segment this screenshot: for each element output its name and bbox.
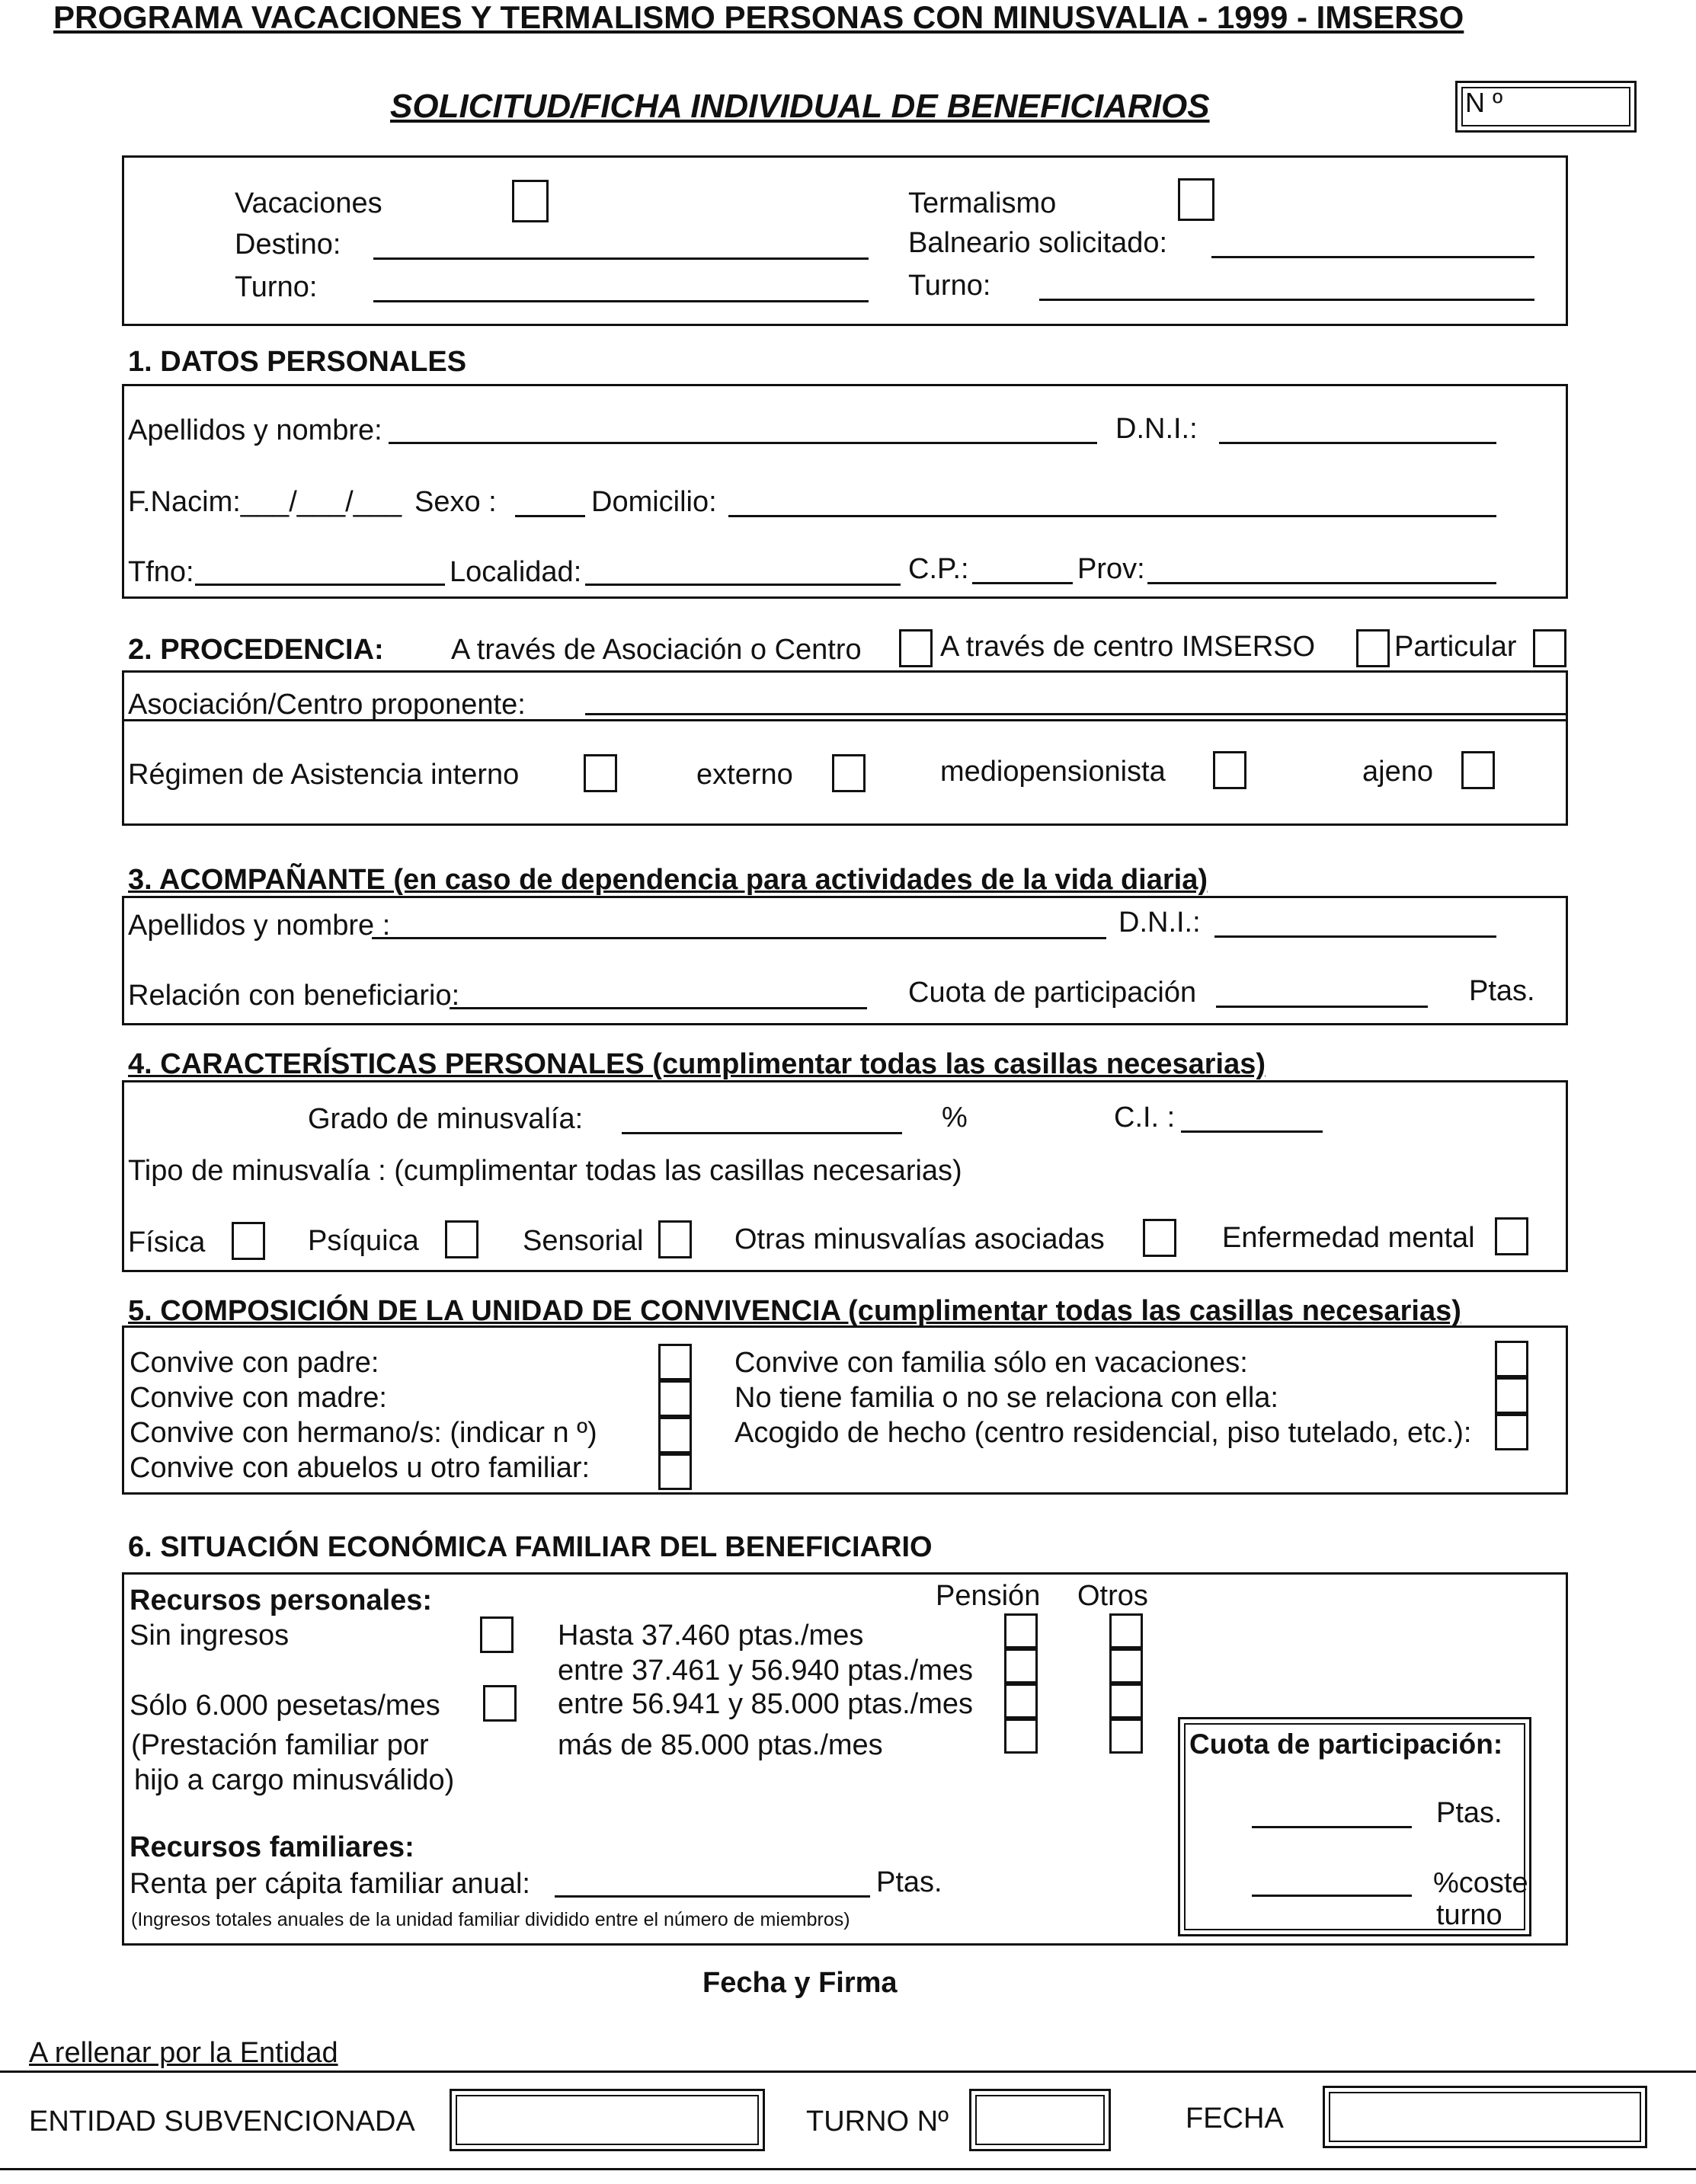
sensorial-label: Sensorial: [523, 1225, 644, 1257]
prov-label: Prov:: [1077, 553, 1145, 585]
regimen-externo-label: externo: [696, 759, 793, 791]
sin-ingresos-checkbox[interactable]: [480, 1616, 514, 1653]
recursos-personales-label: Recursos personales:: [130, 1584, 433, 1616]
cp-field[interactable]: [972, 582, 1073, 584]
entidad-label: ENTIDAD SUBVENCIONADA: [29, 2106, 415, 2138]
regimen-interno-checkbox[interactable]: [584, 754, 617, 792]
pension-range-1-checkbox[interactable]: [1004, 1613, 1038, 1648]
sin-ingresos-label: Sin ingresos: [130, 1620, 290, 1652]
form-title: PROGRAMA VACACIONES Y TERMALISMO PERSONAS CON MINUSVALIA - 1999 - IMSERSO: [53, 0, 1464, 35]
renta-label: Renta per cápita familiar anual:: [130, 1868, 530, 1900]
footer-top-rule: [0, 2070, 1696, 2073]
convive-abuelos-checkbox[interactable]: [658, 1453, 692, 1490]
acogido-checkbox[interactable]: [1495, 1414, 1528, 1450]
fecha-field[interactable]: [1323, 2086, 1647, 2148]
psiquica-checkbox[interactable]: [445, 1220, 478, 1258]
cuota-acompanante-label: Cuota de participación: [908, 977, 1197, 1009]
section6-heading: 6. SITUACIÓN ECONÓMICA FAMILIAR DEL BENEFICIARIO: [128, 1531, 933, 1563]
regimen-label: Régimen de Asistencia interno: [128, 759, 520, 791]
relacion-label: Relación con beneficiario:: [128, 980, 460, 1012]
acompanante-apellidos-label: Apellidos y nombre :: [128, 910, 391, 942]
entidad-field[interactable]: [450, 2089, 765, 2151]
familia-vacaciones-checkbox[interactable]: [1495, 1341, 1528, 1377]
number-label: N º: [1465, 87, 1503, 118]
asociacion-field[interactable]: [585, 713, 1568, 715]
apellidos-field[interactable]: [389, 442, 1097, 444]
termalismo-label: Termalismo: [908, 187, 1057, 219]
fnacim-label[interactable]: F.Nacim:___/___/___: [128, 486, 402, 518]
vacaciones-label: Vacaciones: [235, 187, 382, 219]
cuota-title: Cuota de participación:: [1189, 1728, 1503, 1760]
balneario-label: Balneario solicitado:: [908, 227, 1168, 259]
procedencia-particular-label: Particular: [1394, 631, 1517, 663]
regimen-ajeno-label: ajeno: [1362, 756, 1433, 788]
regimen-externo-checkbox[interactable]: [832, 754, 866, 792]
ci-field[interactable]: [1181, 1130, 1323, 1133]
procedencia-imserso-checkbox[interactable]: [1356, 629, 1390, 667]
convive-abuelos-label: Convive con abuelos u otro familiar:: [130, 1452, 590, 1484]
enfermedad-label: Enfermedad mental: [1222, 1222, 1475, 1254]
convive-madre-checkbox[interactable]: [658, 1380, 692, 1417]
range-4-label: más de 85.000 ptas./mes: [558, 1729, 883, 1761]
enfermedad-checkbox[interactable]: [1495, 1217, 1528, 1255]
localidad-field[interactable]: [585, 584, 901, 586]
turno-left-label: Turno:: [235, 271, 318, 303]
domicilio-label: Domicilio:: [591, 486, 717, 518]
section2-heading: 2. PROCEDENCIA:: [128, 634, 384, 666]
number-field[interactable]: [1455, 81, 1637, 133]
ci-label: C.I. :: [1114, 1102, 1176, 1134]
acompanante-apellidos-field[interactable]: [372, 937, 1106, 939]
grado-percent: %: [942, 1102, 968, 1134]
otras-label: Otras minusvalías asociadas: [734, 1223, 1105, 1255]
range-1-label: Hasta 37.460 ptas./mes: [558, 1620, 864, 1652]
pension-range-4-checkbox[interactable]: [1004, 1719, 1038, 1754]
footer-bottom-rule: [0, 2168, 1696, 2170]
section3-heading: 3. ACOMPAÑANTE (en caso de dependencia para actividades de la vida diaria): [128, 864, 1208, 896]
renta-note: (Ingresos totales anuales de la unidad familiar dividido entre el número de miembros): [131, 1909, 850, 1930]
procedencia-particular-checkbox[interactable]: [1533, 629, 1566, 667]
apellidos-label: Apellidos y nombre:: [128, 414, 382, 446]
cp-label: C.P.:: [908, 553, 969, 585]
cuota-acompanante-field[interactable]: [1216, 1006, 1428, 1008]
dni-field[interactable]: [1219, 442, 1496, 444]
procedencia-imserso-label: A través de centro IMSERSO: [940, 631, 1316, 663]
otros-header: Otros: [1077, 1580, 1148, 1612]
psiquica-label: Psíquica: [308, 1225, 419, 1257]
fisica-label: Física: [128, 1226, 206, 1258]
asociacion-label: Asociación/Centro proponente:: [128, 689, 526, 721]
termalismo-checkbox[interactable]: [1178, 178, 1214, 221]
dni-label: D.N.I.:: [1115, 413, 1198, 445]
cuota-ptas-label: Ptas.: [1436, 1797, 1502, 1829]
cuota-ptas-field[interactable]: [1252, 1826, 1412, 1828]
tipo-label: Tipo de minusvalía : (cumplimentar todas las casillas necesarias): [128, 1155, 962, 1187]
turno-label: TURNO Nº: [806, 2106, 949, 2138]
solo-label: Sólo 6.000 pesetas/mes: [130, 1690, 440, 1722]
fecha-label: FECHA: [1186, 2102, 1284, 2134]
cuota-participacion-box: [1178, 1717, 1531, 1936]
regimen-ajeno-checkbox[interactable]: [1461, 751, 1495, 789]
sexo-label: Sexo :: [414, 486, 497, 518]
range-3-label: entre 56.941 y 85.000 ptas./mes: [558, 1688, 974, 1720]
cuota-coste-label: %coste: [1433, 1867, 1528, 1899]
familia-vacaciones-label: Convive con familia sólo en vacaciones:: [734, 1347, 1248, 1379]
tfno-field[interactable]: [195, 584, 445, 586]
grado-field[interactable]: [622, 1132, 902, 1134]
sensorial-checkbox[interactable]: [658, 1220, 692, 1258]
fisica-checkbox[interactable]: [232, 1222, 265, 1260]
convive-hermano-checkbox[interactable]: [658, 1417, 692, 1453]
no-familia-label: No tiene familia o no se relaciona con ella:: [734, 1382, 1278, 1414]
destino-label: Destino:: [235, 229, 341, 261]
cuota-turno-label: turno: [1436, 1899, 1502, 1931]
convive-padre-checkbox[interactable]: [658, 1344, 692, 1380]
no-familia-checkbox[interactable]: [1495, 1377, 1528, 1414]
turno-right-label: Turno:: [908, 270, 991, 302]
form-subtitle: SOLICITUD/FICHA INDIVIDUAL DE BENEFICIARIOS: [390, 88, 1210, 125]
grado-label: Grado de minusvalía:: [308, 1103, 584, 1135]
relacion-field[interactable]: [450, 1007, 867, 1009]
pension-header: Pensión: [936, 1580, 1041, 1612]
rellenar-label: A rellenar por la Entidad: [29, 2037, 338, 2069]
turno-field[interactable]: [969, 2089, 1111, 2151]
fecha-firma-label: Fecha y Firma: [702, 1967, 898, 1999]
vacaciones-checkbox[interactable]: [512, 180, 549, 222]
domicilio-field[interactable]: [728, 515, 1496, 517]
prestacion-label-1: (Prestación familiar por: [131, 1729, 429, 1761]
regimen-medio-label: mediopensionista: [940, 756, 1166, 788]
pension-range-3-checkbox[interactable]: [1004, 1684, 1038, 1719]
otras-checkbox[interactable]: [1143, 1219, 1176, 1257]
section1-heading: 1. DATOS PERSONALES: [128, 346, 467, 378]
prestacion-label-2: hijo a cargo minusválido): [134, 1764, 455, 1796]
balneario-field[interactable]: [1211, 256, 1534, 258]
procedencia-asociacion-label: A través de Asociación o Centro: [451, 634, 862, 666]
acompanante-dni-field[interactable]: [1214, 935, 1496, 938]
recursos-familiares-label: Recursos familiares:: [130, 1831, 414, 1863]
destino-field[interactable]: [373, 257, 869, 260]
convive-padre-label: Convive con padre:: [130, 1347, 379, 1379]
turno-right-field[interactable]: [1039, 299, 1534, 301]
section4-heading: 4. CARACTERÍSTICAS PERSONALES (cumplimentar todas las casillas necesarias): [128, 1048, 1266, 1080]
acompanante-dni-label: D.N.I.:: [1118, 907, 1201, 939]
turno-left-field[interactable]: [373, 300, 869, 302]
pension-range-2-checkbox[interactable]: [1004, 1648, 1038, 1684]
renta-ptas: Ptas.: [876, 1866, 942, 1898]
cuota-coste-field[interactable]: [1252, 1895, 1412, 1897]
section5-heading: 5. COMPOSICIÓN DE LA UNIDAD DE CONVIVENCIA (cumplimentar todas las casillas necesarias): [128, 1295, 1461, 1327]
otros-range-1-checkbox[interactable]: [1109, 1613, 1143, 1648]
procedencia-asociacion-checkbox[interactable]: [899, 629, 933, 667]
renta-field[interactable]: [555, 1895, 870, 1898]
convive-hermano-label: Convive con hermano/s: (indicar n º): [130, 1417, 597, 1449]
otros-range-4-checkbox[interactable]: [1109, 1719, 1143, 1754]
otros-range-3-checkbox[interactable]: [1109, 1684, 1143, 1719]
otros-range-2-checkbox[interactable]: [1109, 1648, 1143, 1684]
solo-checkbox[interactable]: [483, 1685, 517, 1722]
acogido-label: Acogido de hecho (centro residencial, piso tutelado, etc.):: [734, 1417, 1472, 1449]
localidad-label: Localidad:: [450, 556, 582, 588]
sexo-field[interactable]: [515, 515, 585, 517]
prov-field[interactable]: [1147, 582, 1496, 584]
tfno-label: Tfno:: [128, 556, 194, 588]
convive-madre-label: Convive con madre:: [130, 1382, 387, 1414]
regimen-medio-checkbox[interactable]: [1213, 751, 1246, 789]
cuota-acompanante-ptas: Ptas.: [1469, 975, 1535, 1007]
range-2-label: entre 37.461 y 56.940 ptas./mes: [558, 1655, 974, 1687]
